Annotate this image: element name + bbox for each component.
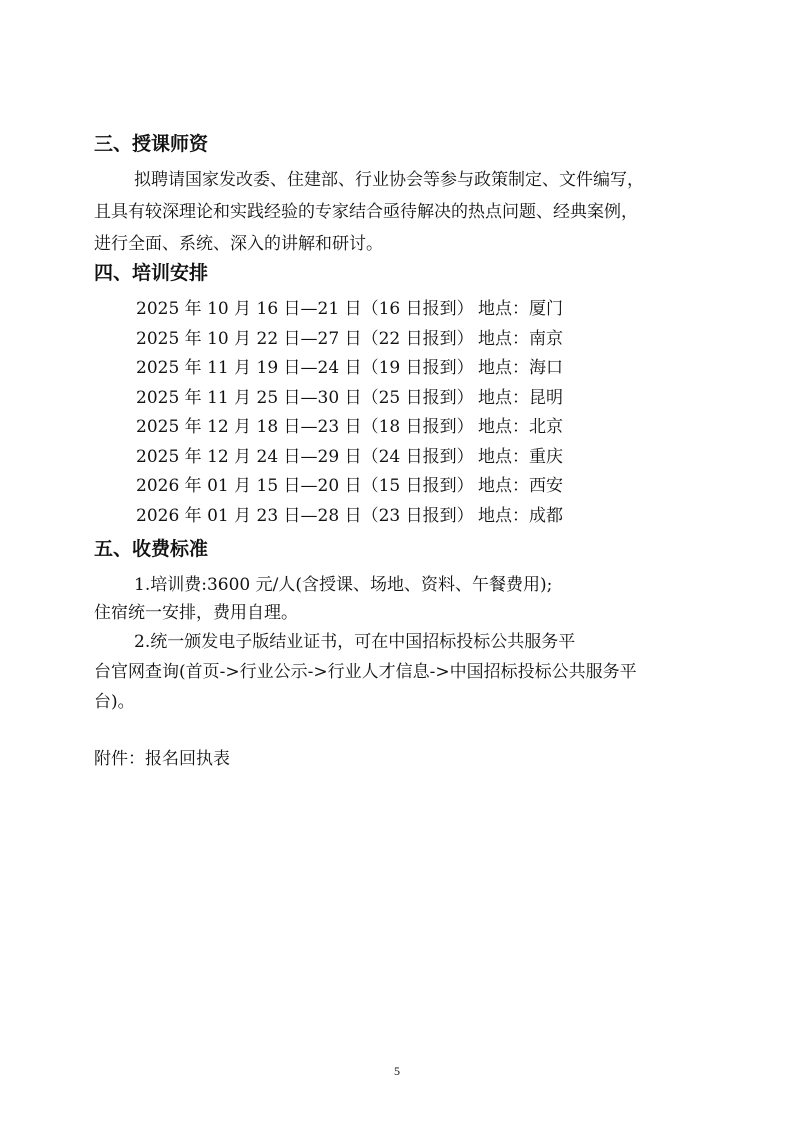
schedule-row xyxy=(136,502,596,532)
section-3-line-3: 进行全面、系统、深入的讲解和研讨。 xyxy=(94,234,383,254)
schedule-row xyxy=(136,443,596,473)
training-schedule xyxy=(136,295,596,531)
fee-item-1-line-2: 住宿统一安排，费用自理。 xyxy=(94,603,298,623)
section-5-heading: 五、收费标准 xyxy=(94,538,209,560)
section-3-line-1: 拟聘请国家发改委、住建部、行业协会等参与政策制定、文件编写， xyxy=(134,170,644,190)
schedule-date: 2025 年 10 月 16 日—21 日（16 日报到） xyxy=(136,299,474,319)
fee-item-2-line-2: 台官网查询(首页->行业公示->行业人才信息->中国招标投标公共服务平 xyxy=(94,662,637,682)
schedule-location: 地点：成都 xyxy=(478,505,563,526)
section-3-line-2: 且具有较深理论和实践经验的专家结合亟待解决的热点问题、经典案例， xyxy=(94,202,638,222)
fee-item-1-line-1: 1.培训费:3600 元/人(含授课、场地、资料、午餐费用); xyxy=(134,575,553,595)
fee-item-2-line-3: 台)。 xyxy=(94,692,135,712)
page-number: 5 xyxy=(394,1064,400,1078)
fee-item-2-line-1: 2.统一颁发电子版结业证书，可在中国招标投标公共服务平 xyxy=(134,632,576,652)
schedule-location: 地点：厦门 xyxy=(478,299,563,319)
schedule-row xyxy=(136,413,596,443)
schedule-row xyxy=(136,295,596,325)
schedule-location: 地点：重庆 xyxy=(478,446,563,467)
section-3-paragraph xyxy=(94,164,694,260)
schedule-location: 地点：海口 xyxy=(478,358,563,378)
schedule-date: 2025 年 11 月 19 日—24 日（19 日报到） xyxy=(136,358,474,378)
schedule-row xyxy=(136,384,596,414)
section-3-heading: 三、授课师资 xyxy=(94,133,209,155)
schedule-date: 2026 年 01 月 23 日—28 日（23 日报到） xyxy=(136,505,474,526)
attachment-note: 附件：报名回执表 xyxy=(94,749,230,769)
schedule-date: 2026 年 01 月 15 日—20 日（15 日报到） xyxy=(136,476,474,496)
schedule-row xyxy=(136,472,596,502)
schedule-date: 2025 年 10 月 22 日—27 日（22 日报到） xyxy=(136,328,474,349)
schedule-location: 地点：北京 xyxy=(478,417,563,437)
schedule-date: 2025 年 12 月 18 日—23 日（18 日报到） xyxy=(136,417,474,437)
schedule-row xyxy=(136,325,596,355)
section-4-heading: 四、培训安排 xyxy=(94,262,209,284)
schedule-date: 2025 年 12 月 24 日—29 日（24 日报到） xyxy=(136,446,474,467)
schedule-location: 地点：昆明 xyxy=(478,387,563,408)
schedule-location: 地点：南京 xyxy=(478,328,563,349)
schedule-location: 地点：西安 xyxy=(478,476,563,496)
schedule-date: 2025 年 11 月 25 日—30 日（25 日报到） xyxy=(136,387,474,408)
schedule-row xyxy=(136,354,596,384)
